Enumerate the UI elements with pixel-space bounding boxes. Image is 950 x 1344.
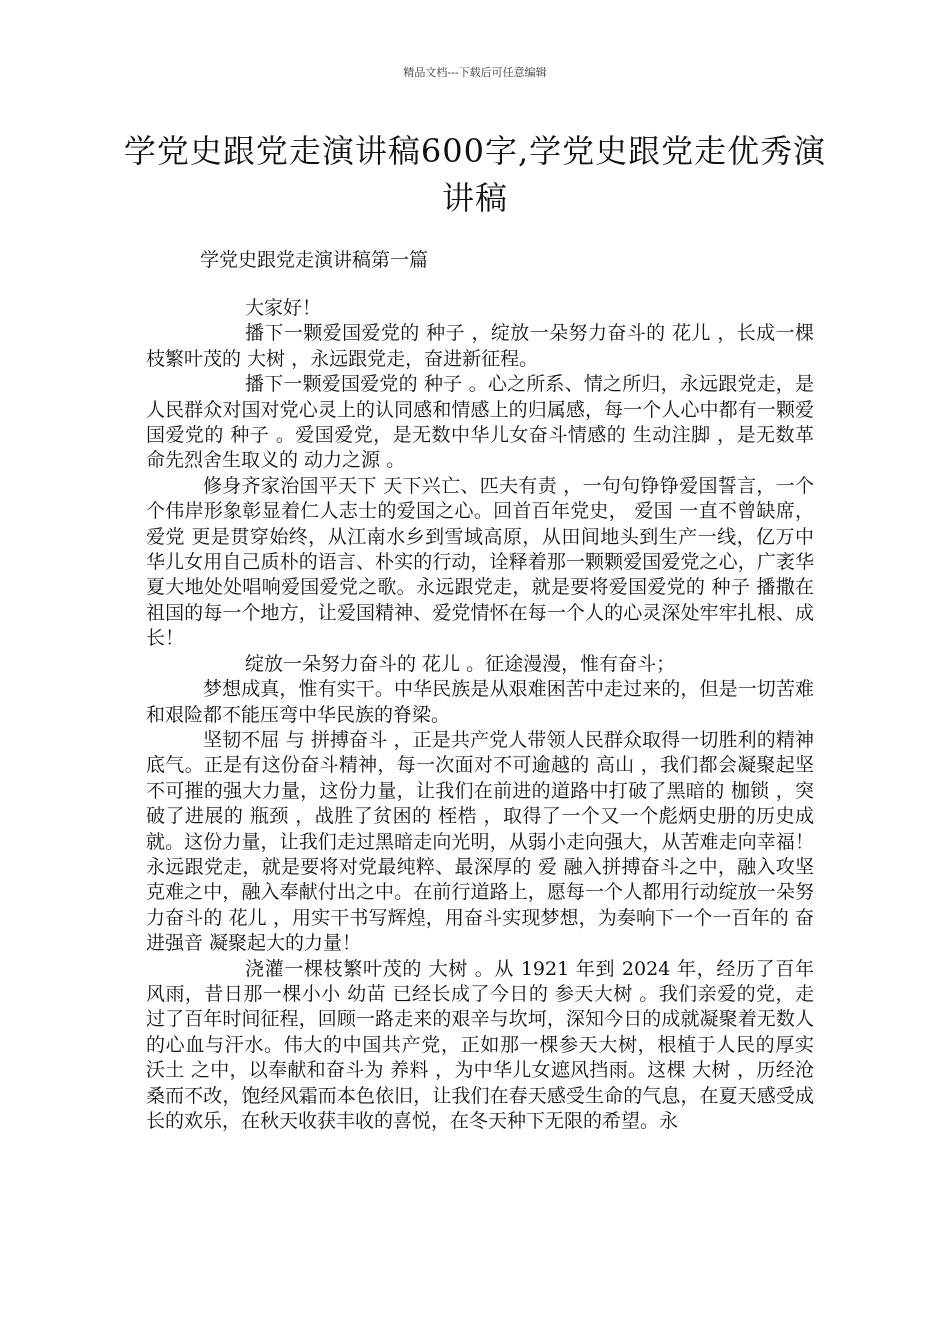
paragraph: 绽放一朵努力奋斗的 花儿 。征途漫漫，惟有奋斗； xyxy=(245,652,676,675)
document-title: 学党史跟党走演讲稿600字,学党史跟党走优秀演讲稿 xyxy=(123,132,827,217)
section-heading: 学党史跟党走演讲稿第一篇 xyxy=(200,249,429,271)
paragraph: 修身齐家治国平天下 天下兴亡、匹夫有责 ，一句句铮铮爱国誓言，一个个伟岸形象彰显着仁人志士的爱国之心。回首百年党史， 爱国 一直不曾缺席， 爱党 更是贯穿始终，从江南水乡到雪域高原，从田间地头到生产一线，亿万中华儿女用自己质朴的语言、朴实的行动，诠释着那一颗颗爱国爱党之心，广袤华夏大地处处唱响爱国爱党之歌。永远跟党走，就是要将爱国爱党的 种子 播撒在祖国的每一个地方，让爱国精神、爱党情怀在每一个人的心灵深处牢牢扎根、成长！ xyxy=(146,474,814,650)
document-body xyxy=(146,296,814,1134)
header-note: 精品文档---下载后可任意编辑 xyxy=(403,66,547,79)
paragraph: 坚韧不屈 与 拼搏奋斗 ，正是共产党人带领人民群众取得一切胜利的精神底气。正是有这份奋斗精神，每一次面对不可逾越的 高山 ，我们都会凝聚起坚不可摧的强大力量，这份力量，让我们在前进的道路中打破了黑暗的 枷锁 ，突破了进展的 瓶颈 ，战胜了贫困的 桎梏 ，取得了一个又一个彪炳史册的历史成就。这份力量，让我们走过黑暗走向光明，从弱小走向强大，从苦难走向幸福！永远跟党走，就是要将对党最纯粹、最深厚的 爱 融入拼搏奋斗之中，融入攻坚克难之中，融入奉献付出之中。在前行道路上，愿每一个人都用行动绽放一朵努力奋斗的 花儿 ，用实干书写辉煌，用奋斗实现梦想，为奏响下一个一百年的 奋进强音 凝聚起大的力量！ xyxy=(146,728,814,955)
paragraph: 浇灌一棵枝繁叶茂的 大树 。从 1921 年到 2024 年，经历了百年风雨，昔日那一棵小小 幼苗 已经长成了今日的 参天大树 。我们亲爱的党，走过了百年时间征程，回顾一路走来的艰辛与坎坷，深知今日的成就凝聚着无数人的心血与汗水。伟大的中国共产党，正如那一棵参天大树，根植于人民的厚实 沃土 之中，以奉献和奋斗为 养料 ，为中华儿女遮风挡雨。这棵 大树 ，历经沧桑而不改，饱经风霜而本色依旧，让我们在春天感受生命的气息，在夏天感受成长的欢乐，在秋天收获丰收的喜悦，在冬天种下无限的希望。永 xyxy=(146,957,814,1132)
paragraph-greeting: 大家好！ xyxy=(245,297,322,319)
paragraph: 梦想成真，惟有实干。中华民族是从艰难困苦中走过来的，但是一切苦难和艰险都不能压弯中华民族的脊梁。 xyxy=(146,678,814,726)
paragraph: 播下一颗爱国爱党的 种子 ，绽放一朵努力奋斗的 花儿 ，长成一棵枝繁叶茂的 大树 ，永远跟党走，奋进新征程。 xyxy=(146,322,814,370)
paragraph: 播下一颗爱国爱党的 种子 。心之所系、情之所归，永远跟党走，是人民群众对国对党心灵上的认同感和情感上的归属感，每一个人心中都有一颗爱国爱党的 种子 。爱国爱党，是无数中华儿女奋斗情感的 生动注脚 ，是无数革命先烈舍生取义的 动力之源 。 xyxy=(146,373,814,472)
